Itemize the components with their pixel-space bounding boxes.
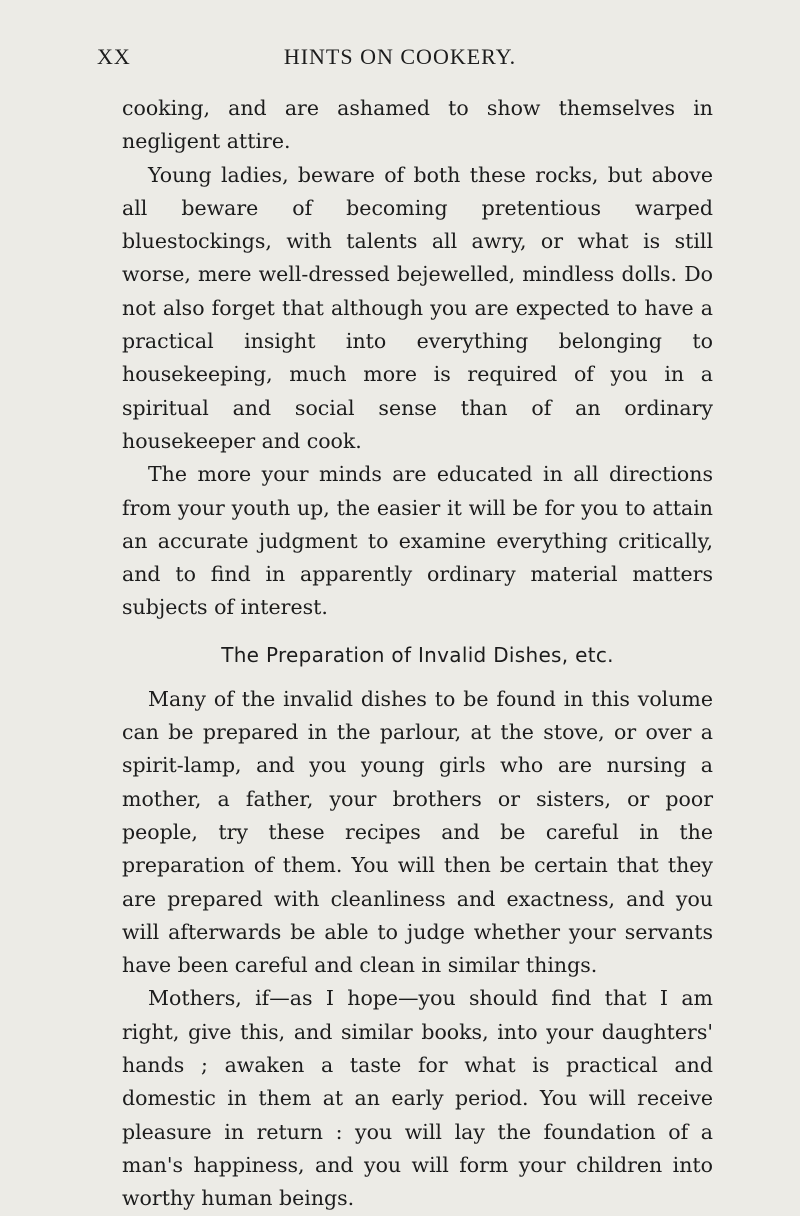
paragraph-education: The more your minds are educated in all directions from your youth up, the easier it will be for you to attain an accurate judgment to examine everything critically, and to find in apparently ordinary material matters subjects of interest. (122, 462, 713, 620)
section-heading: The Preparation of Invalid Dishes, etc. (221, 642, 614, 667)
running-title: HINTS ON COOKERY. (283, 44, 517, 69)
paragraph-continued: cooking, and are ashamed to show themselves in negligent attire. (122, 96, 713, 154)
paragraph-invalid-dishes: Many of the invalid dishes to be found in this volume can be prepared in the parlour, at the stove, or over a spirit-lamp, and you young girls who are nursing a mother, a father, your brothers or sisters, or poor people, try these recipes and be careful in the preparation of them. You will then be certain that they are prepared with cleanliness and exactness, and you will afterwards be able to judge whether your servants have been careful and clean in similar things. (122, 686, 713, 978)
paragraph-mothers: Mothers, if—as I hope—you should find that I am right, give this, and similar books, into your daughters' hands ; awaken a taste for what is practical and domestic in them at an early period. You will receive pleasure in return : you will lay the foundation of a man's happiness, and you will form your children into worthy human beings. (122, 986, 713, 1211)
page-body (122, 92, 713, 1216)
page-number: XX (97, 44, 131, 69)
paragraph-young-ladies: Young ladies, beware of both these rocks, but above all beware of becoming pretentious warped bluestockings, with talents all awry, or what is still worse, mere well-dressed bejewelled, mindless dolls. Do not also forget that although you are expected to have a practical insight into everything belonging to housekeeping, much more is required of you in a spiritual and social sense than of an ordinary housekeeper and cook. (122, 162, 713, 453)
